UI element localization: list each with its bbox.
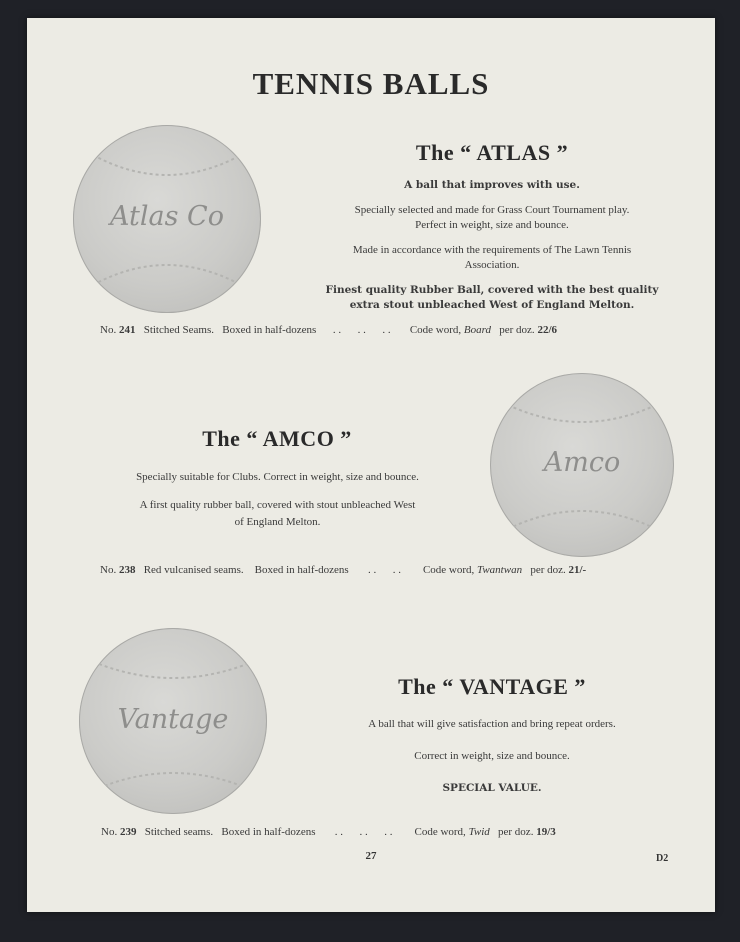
no-label: No. — [101, 826, 118, 838]
atlas-desc-3: Made in accordance with the requirements of The Lawn Tennis — [352, 244, 632, 256]
leader-dots: . . . . — [367, 564, 401, 576]
vantage-desc-2: Correct in weight, size and bounce. — [414, 750, 570, 762]
seams: Stitched Seams. — [143, 324, 214, 336]
product-number: 239 — [119, 826, 137, 838]
amco-desc-2: A first quality rubber ball, covered with stout unbleached West — [139, 499, 416, 511]
page-title: TENNIS BALLS — [252, 66, 490, 101]
code-word: Board — [463, 324, 491, 336]
seams: Stitched seams. — [144, 826, 214, 838]
atlas-order-row — [100, 324, 557, 336]
amco-desc-3: of England Melton. — [234, 516, 321, 528]
atlas-ball-logo: Atlas Co — [110, 201, 224, 232]
amco-order-row — [100, 564, 586, 576]
leader-dots: . . . . . . — [332, 324, 391, 336]
amco-heading: The “ AMCO ” — [202, 426, 352, 451]
per-doz: per doz. — [499, 324, 535, 336]
atlas-desc-4: Association. — [464, 259, 520, 271]
per-doz: per doz. — [498, 826, 534, 838]
leader-dots: . . . . . . — [334, 826, 393, 838]
page-code: D2 — [656, 853, 669, 864]
product-number: 238 — [118, 564, 136, 576]
atlas-desc-1: Specially selected and made for Grass Court Tournament play. — [354, 204, 630, 216]
amco-desc-1: Specially suitable for Clubs. Correct in weight, size and bounce. — [136, 471, 419, 483]
atlas-heading: The “ ATLAS ” — [415, 140, 569, 165]
boxed: Boxed in half-dozens — [222, 324, 317, 336]
vantage-ball-image — [79, 628, 267, 814]
vantage-ball-logo: Vantage — [117, 704, 229, 735]
atlas-desc-2: Perfect in weight, size and bounce. — [415, 219, 569, 231]
amco-ball-image — [490, 373, 674, 557]
product-number: 241 — [118, 324, 136, 336]
amco-ball-logo: Amco — [543, 447, 621, 478]
atlas-desc-5: Finest quality Rubber Ball, covered with the best quality — [325, 284, 659, 296]
vantage-order-row — [101, 826, 556, 838]
code-word: Twantwan — [477, 564, 523, 576]
boxed: Boxed in half-dozens — [221, 826, 316, 838]
atlas-desc-6: extra stout unbleached West of England Melton. — [349, 299, 635, 311]
vantage-desc-3: SPECIAL VALUE. — [442, 782, 542, 794]
price: 21/- — [568, 564, 587, 576]
boxed: Boxed in half-dozens — [254, 564, 349, 576]
code-label: Code word, — [414, 826, 466, 838]
no-label: No. — [100, 324, 117, 336]
vantage-heading: The “ VANTAGE ” — [398, 674, 586, 699]
seams: Red vulcanised seams. — [143, 564, 244, 576]
vantage-desc-1: A ball that will give satisfaction and bring repeat orders. — [368, 718, 616, 730]
page-number: 27 — [365, 850, 377, 862]
catalogue-page — [27, 18, 715, 912]
price: 22/6 — [537, 324, 557, 336]
atlas-ball-image — [73, 125, 261, 313]
atlas-tagline: A ball that improves with use. — [404, 179, 580, 191]
per-doz: per doz. — [530, 564, 566, 576]
code-label: Code word, — [409, 324, 462, 336]
no-label: No. — [100, 564, 117, 576]
code-label: Code word, — [422, 564, 475, 576]
price: 19/3 — [536, 826, 556, 838]
code-word: Twid — [468, 826, 490, 838]
